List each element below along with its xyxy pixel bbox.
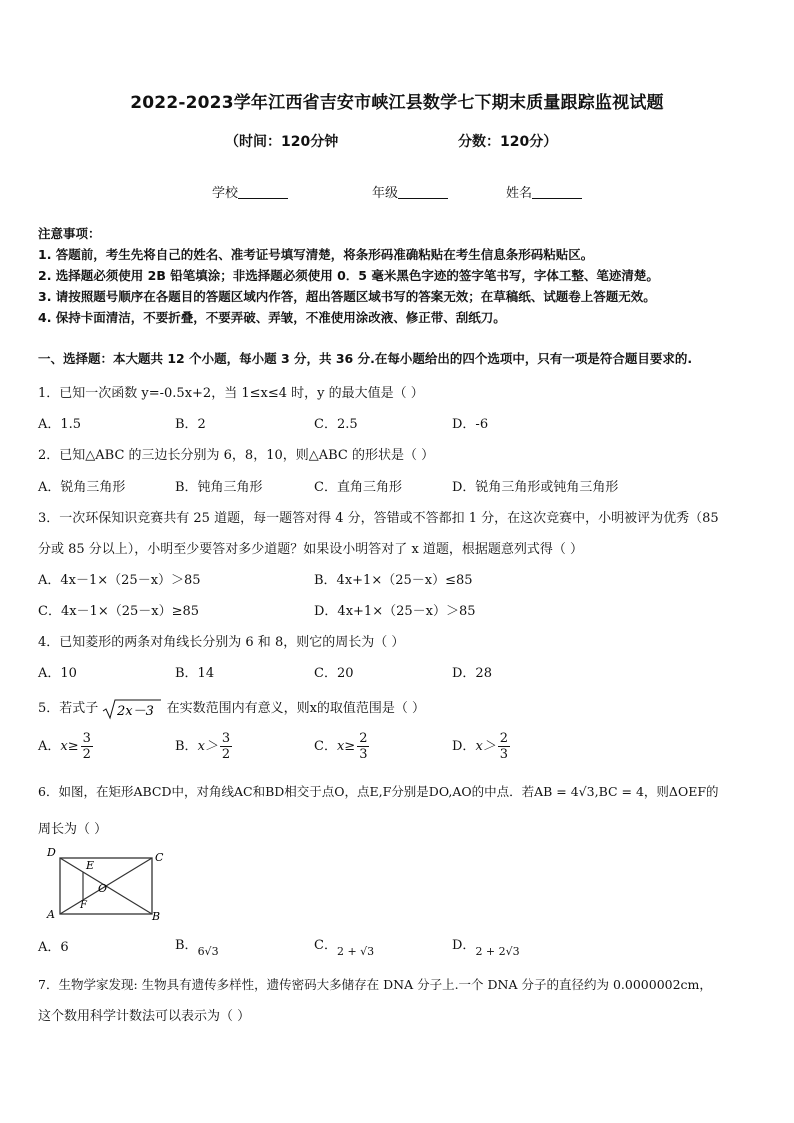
question-7-line1: 7．生物学家发现: 生物具有遗传多样性，遗传密码大多储存在 DNA 分子上.一个 DNA 分子的直径约为 0.0000002cm，: [38, 977, 712, 992]
q3-option-d: D．4x+1×（25－x）＞85: [314, 604, 476, 619]
school-blank: [238, 186, 288, 199]
q4-option-d: D．28: [452, 666, 492, 681]
q6-option-c: C．$_{2 + √3}$: [314, 938, 375, 958]
question-7-line2: 这个数用科学计数法可以表示为（ ）: [38, 1009, 251, 1024]
question-4: 4．已知菱形的两条对角线长分别为 6 和 8，则它的周长为（ ）: [38, 635, 405, 650]
note-item: 4. 保持卡面清洁，不要折叠，不要弄破、弄皱，不准使用涂改液、修正带、刮纸刀。: [38, 310, 506, 325]
grade-blank: [398, 186, 448, 199]
q6-option-d: D．$_{2 + 2√3}$: [452, 938, 520, 958]
name-blank: [532, 186, 582, 199]
grade-field: [372, 182, 448, 201]
label-o: O: [98, 882, 108, 895]
name-field: [506, 182, 582, 201]
notes-heading: 注意事项：: [38, 226, 101, 241]
radicand: 2x－3: [117, 703, 155, 719]
label-a: A: [47, 908, 55, 921]
grade-label: 年级: [372, 186, 399, 201]
q1-option-c: C．2.5: [314, 417, 358, 432]
q5-post: 在实数范围内有意义，则x的取值范围是（ ）: [166, 701, 426, 716]
q2-option-d: D．锐角三角形或钝角三角形: [452, 480, 619, 495]
school-label: 学校: [212, 186, 239, 201]
question-5: [38, 697, 425, 720]
q1-option-d: D．-6: [452, 417, 489, 432]
question-1: 1．已知一次函数 y=-0.5x+2，当 1≤x≤4 时，y 的最大值是（ ）: [38, 386, 424, 401]
question-6-line2: 周长为（ ）: [38, 822, 108, 837]
label-d: D: [47, 846, 56, 859]
question-2: 2．已知△ABC 的三边长分别为 6，8，10，则△ABC 的形状是（ ）: [38, 448, 435, 463]
exam-score: 分数：120分）: [458, 134, 558, 150]
page-title: 2022-2023学年江西省吉安市峡江县数学七下期末质量跟踪监视试题: [130, 93, 664, 113]
question-3-line2: 分或 85 分以上），小明至少要答对多少道题？如果设小明答对了 x 道题，根据题意列式得（ ）: [38, 542, 584, 557]
school-field: [212, 182, 288, 201]
q4-option-b: B．14: [175, 666, 215, 681]
note-item: 3. 请按照题号顺序在各题目的答题区域内作答，超出答题区域书写的答案无效；在草稿纸、试题卷上答题无效。: [38, 289, 656, 304]
q5-option-a: A．x≥ $\frac{3}{2}$: [38, 731, 91, 762]
label-f: F: [80, 900, 87, 911]
note-item: 2. 选择题必须使用 2B 铅笔填涂；非选择题必须使用 0．5 毫米黑色字迹的签字笔书写，字体工整、笔迹清楚。: [38, 268, 659, 283]
q4-option-a: A．10: [38, 666, 77, 681]
q5-option-d: D．x＞ $\frac{2}{3}$: [452, 731, 509, 762]
q2-option-c: C．直角三角形: [314, 480, 402, 495]
question-6-line1: 6．如图，在矩形ABCD中，对角线AC和BD相交于点O，点E,F分别是DO,AO的中点．若AB = 4√3,BC = 4，则ΔOEF的: [38, 784, 719, 799]
q3-option-c: C．4x－1×（25－x）≥85: [38, 604, 200, 619]
q3-option-b: B．4x+1×（25－x）≤85: [314, 573, 473, 588]
label-e: E: [86, 859, 95, 872]
q2-option-b: B．钝角三角形: [175, 480, 263, 495]
note-item: 1. 答题前，考生先将自己的姓名、准考证号填写清楚，将条形码准确粘贴在考生信息条形码粘贴区。: [38, 247, 594, 262]
label-c: C: [155, 851, 164, 864]
q2-option-a: A．锐角三角形: [38, 480, 126, 495]
sqrt-expression: [102, 698, 162, 720]
exam-time: （时间：120分钟: [225, 134, 339, 150]
q6-option-b: B．$_{6√3}$: [175, 938, 219, 958]
q5-option-c: C．x≥ $\frac{2}{3}$: [314, 731, 368, 762]
q5-pre: 5．若式子: [38, 701, 99, 716]
q6-option-a: A．6: [38, 940, 69, 955]
q1-option-b: B．2: [175, 417, 206, 432]
q3-option-a: A．4x－1×（25－x）＞85: [38, 573, 201, 588]
name-label: 姓名: [506, 186, 533, 201]
radical-sign-icon: [102, 698, 162, 720]
question-3-line1: 3．一次环保知识竞赛共有 25 道题，每一题答对得 4 分，答错或不答都扣 1 分，在这次竞赛中，小明被评为优秀（85: [38, 511, 719, 526]
label-b: B: [152, 910, 161, 922]
section-heading: 一、选择题：本大题共 12 个小题，每小题 3 分，共 36 分.在每小题给出的四个选项中，只有一项是符合题目要求的.: [38, 351, 693, 366]
q1-option-a: A．1.5: [38, 417, 82, 432]
q5-option-b: B．x＞ $\frac{3}{2}$: [175, 731, 231, 762]
rectangle-figure: [44, 846, 170, 922]
q4-option-c: C．20: [314, 666, 354, 681]
